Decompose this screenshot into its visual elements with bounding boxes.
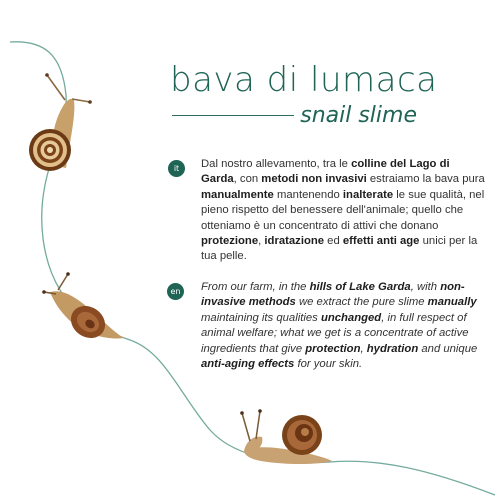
body-text: maintaining its qualities (201, 311, 321, 324)
body-text: ed (324, 235, 343, 248)
highlight-text: manually (427, 296, 477, 309)
snail-image-middle (40, 270, 130, 350)
highlight-text: unchanged (320, 311, 382, 324)
body-text: unici per la tua pelle. (201, 235, 478, 263)
body-text: mantenendo (273, 188, 343, 201)
body-text: , con (233, 173, 262, 186)
highlight-text: effetti anti age (342, 235, 420, 248)
italian-language-badge: it (168, 160, 185, 177)
highlight-text: hydration (366, 342, 419, 355)
highlight-text: protection (305, 342, 361, 355)
page-subtitle: snail slime (300, 103, 417, 128)
body-text: for your skin. (294, 358, 363, 371)
highlight-text: metodi non invasivi (261, 173, 367, 186)
page-title: bava di lumaca (170, 60, 438, 100)
english-paragraph (201, 280, 487, 372)
body-text: , (360, 342, 367, 355)
highlight-text: colline del Lago di Garda (201, 158, 450, 186)
body-text: estraiamo la bava pura (366, 173, 485, 186)
highlight-text: inalterate (342, 188, 394, 201)
subtitle-row (172, 103, 417, 133)
body-text: Dal nostro allevamento, tra le (201, 158, 352, 170)
body-text: and unique (418, 342, 478, 355)
highlight-text: protezione (201, 235, 259, 248)
body-text: we extract the pure slime (295, 296, 428, 309)
body-text: From our farm, in the (201, 281, 310, 293)
highlight-text: hills of Lake Garda (309, 281, 411, 293)
body-text: , with (410, 281, 441, 293)
highlight-text: anti-aging effects (201, 358, 295, 371)
snail-image-bottom (236, 405, 336, 470)
english-language-badge: en (167, 283, 184, 300)
snail-image-top (22, 70, 100, 180)
body-text: , (258, 235, 265, 248)
body-text: le sue qualità, nel pieno rispetto del benessere dell'animale; quello che otteniamo è un concentrato di attivi che donano (201, 188, 485, 232)
highlight-text: manualmente (201, 188, 274, 201)
body-text: , in full respect of animal welfare; what we get is a concentrate of active ingredients that give (201, 311, 469, 355)
subtitle-divider (172, 115, 294, 116)
italian-paragraph (201, 157, 487, 265)
highlight-text: idratazione (264, 235, 325, 248)
highlight-text: non-invasive methods (201, 281, 465, 309)
